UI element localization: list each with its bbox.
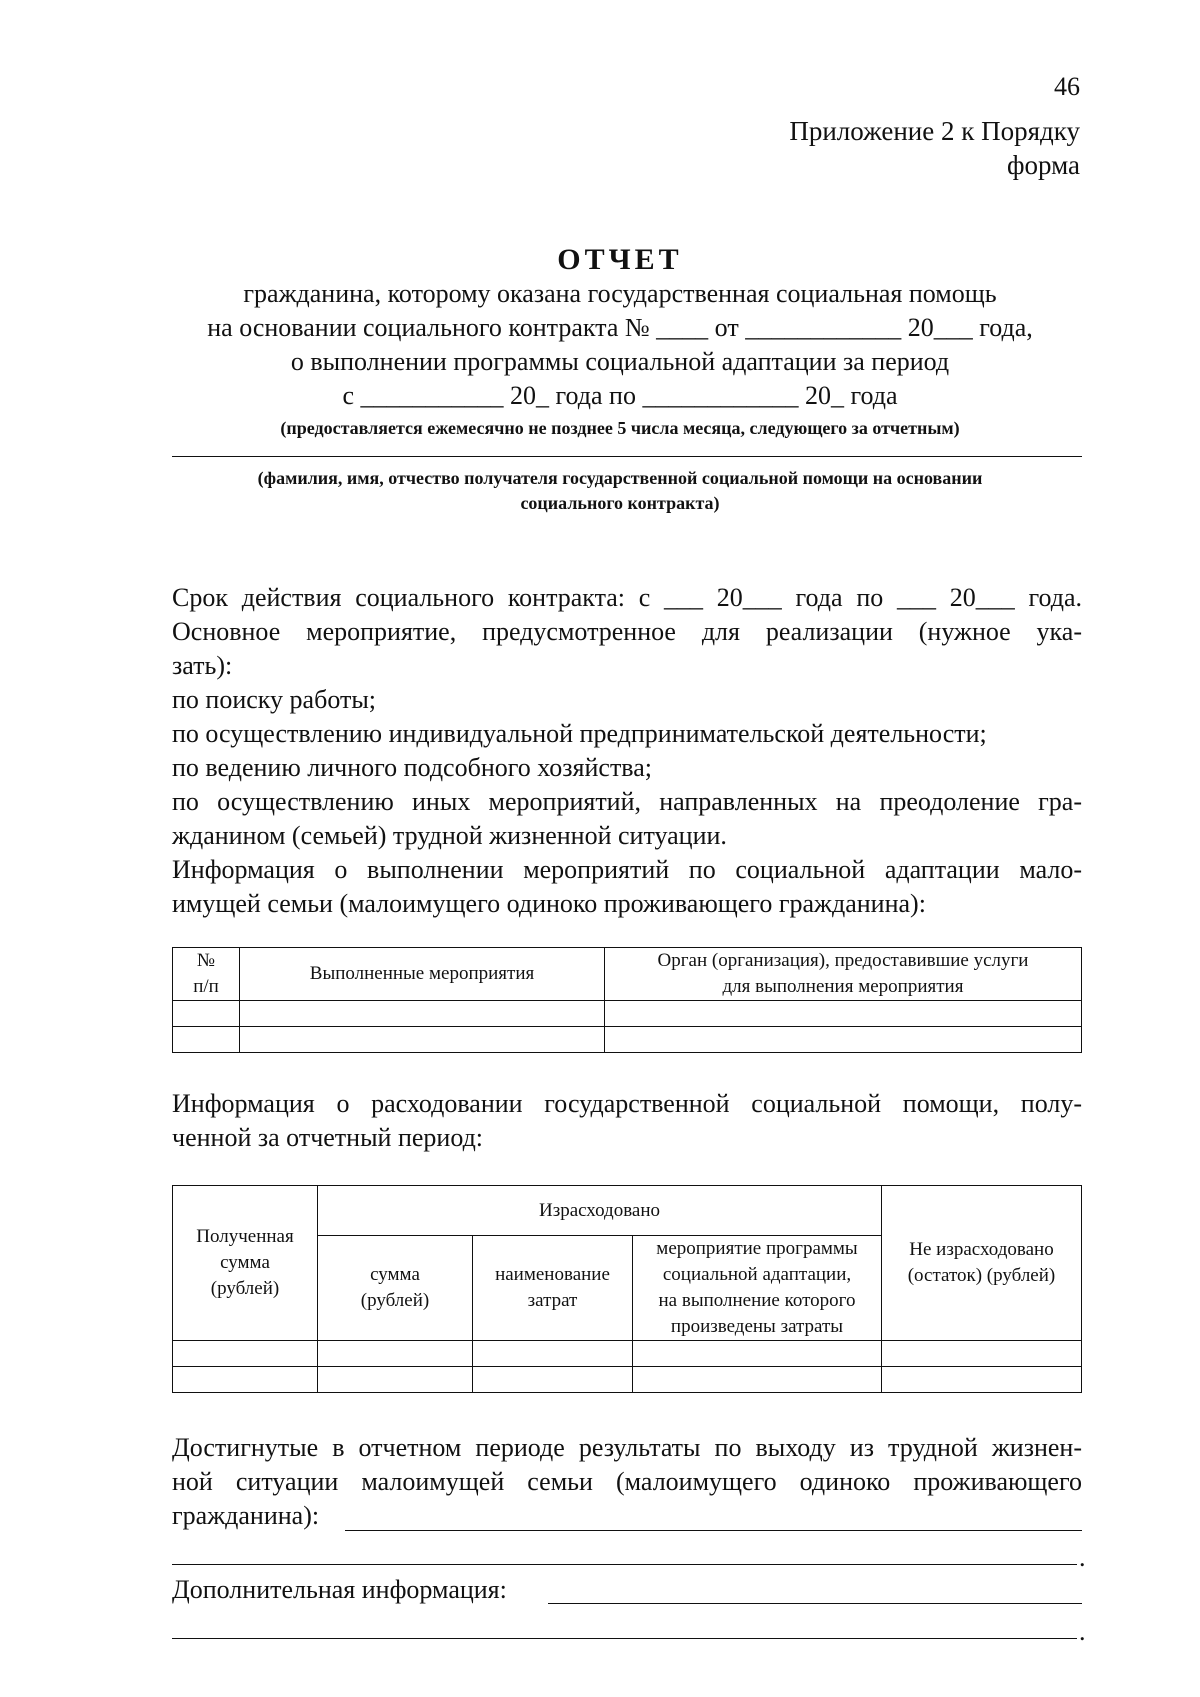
col-sum-label-1: сумма — [370, 1264, 420, 1285]
col-spent-header: Израсходовано — [318, 1186, 882, 1236]
submission-note: (предоставляется ежемесячно не позднее 5 числа месяца, следующего за отчетным) — [280, 418, 960, 438]
table-cell[interactable] — [605, 1027, 1082, 1053]
results-end-dot: . — [1079, 1543, 1086, 1572]
spending-table — [172, 1185, 1082, 1393]
table-cell[interactable] — [473, 1341, 633, 1367]
fio-caption-1: (фамилия, имя, отчество получателя государственной социальной помощи на основании — [257, 468, 983, 488]
info-events-line-1: Информация о выполнении мероприятий по социальной адаптации мало- — [172, 855, 1082, 884]
table-cell[interactable] — [882, 1367, 1082, 1393]
table-cell[interactable] — [173, 1001, 240, 1027]
page-number: 46 — [1054, 72, 1080, 101]
results-line-2: ной ситуации малоимущей семьи (малоимущего одиноко проживающего — [172, 1467, 1082, 1496]
fio-line — [172, 456, 1082, 457]
col-program-event-label-4: произведены затраты — [670, 1316, 844, 1337]
table-cell[interactable] — [633, 1367, 882, 1393]
col-program-event-header — [633, 1236, 882, 1341]
col-number-header — [173, 948, 240, 1001]
col-received-label-1: Полученная — [196, 1226, 294, 1247]
table-header-row — [173, 1186, 1082, 1236]
table-cell[interactable] — [173, 1367, 318, 1393]
fio-caption-2: социального контракта) — [520, 493, 720, 513]
col-program-event-label-1: мероприятие программы — [656, 1238, 858, 1259]
option-job-search: по поиску работы; — [172, 685, 377, 714]
option-other-line-1: по осуществлению иных мероприятий, направленных на преодоление гра- — [172, 787, 1082, 816]
col-remaining-header — [882, 1186, 1082, 1341]
table-cell[interactable] — [240, 1027, 605, 1053]
col-cost-name-label-2: затрат — [527, 1290, 578, 1311]
table-header-row — [173, 948, 1082, 1001]
table-cell[interactable] — [173, 1341, 318, 1367]
results-input-line-1[interactable] — [345, 1530, 1082, 1531]
title-line-3: о выполнении программы социальной адаптации за период — [290, 347, 950, 376]
title-line-4: с ___________ 20_ года по ____________ 20_ года — [342, 381, 898, 410]
table-cell[interactable] — [605, 1001, 1082, 1027]
col-program-event-label-2: социальной адаптации, — [662, 1264, 852, 1285]
col-cost-name-label-1: наименование — [495, 1264, 610, 1285]
table-cell[interactable] — [318, 1341, 473, 1367]
col-number-label-2: п/п — [193, 976, 219, 997]
table-cell[interactable] — [173, 1027, 240, 1053]
table-cell[interactable] — [318, 1367, 473, 1393]
col-received-label-3: (рублей) — [210, 1278, 280, 1299]
appendix-label: Приложение 2 к Порядку — [789, 116, 1080, 146]
table-row — [173, 1001, 1082, 1027]
info-events-line-2: имущей семьи (малоимущего одиноко проживающего гражданина): — [172, 889, 926, 918]
table-cell[interactable] — [882, 1341, 1082, 1367]
col-received-label-2: сумма — [220, 1252, 270, 1273]
additional-end-dot: . — [1079, 1617, 1086, 1646]
col-cost-name-header — [473, 1236, 633, 1341]
table-cell[interactable] — [240, 1001, 605, 1027]
option-other-line-2: жданином (семьей) трудной жизненной ситуации. — [172, 821, 727, 850]
contract-term: Срок действия социального контракта: с ___ 20___ года по ___ 20___ года. — [172, 583, 1082, 612]
col-org-header — [605, 948, 1082, 1001]
col-number-label-1: № — [196, 950, 216, 971]
form-label: форма — [1007, 150, 1080, 180]
results-line-3: гражданина): — [172, 1501, 320, 1530]
results-line-1: Достигнутые в отчетном периоде результаты по выходу из трудной жизнен- — [172, 1433, 1082, 1462]
events-table — [172, 947, 1082, 1053]
main-event-line-1: Основное мероприятие, предусмотренное для реализации (нужное ука- — [172, 617, 1082, 646]
info-spending-line-1: Информация о расходовании государственной социальной помощи, полу- — [172, 1089, 1082, 1118]
table-cell[interactable] — [633, 1341, 882, 1367]
col-sum-label-2: (рублей) — [360, 1290, 430, 1311]
main-event-line-2: зать): — [172, 651, 233, 680]
option-household: по ведению личного подсобного хозяйства; — [172, 753, 652, 782]
col-events-header: Выполненные мероприятия — [240, 948, 605, 1001]
table-row — [173, 1027, 1082, 1053]
additional-input-line-2[interactable] — [172, 1638, 1077, 1639]
title-line-2: на основании социального контракта № ____ от ____________ 20___ года, — [207, 313, 1033, 342]
table-cell[interactable] — [473, 1367, 633, 1393]
document-title: ОТЧЕТ — [557, 243, 683, 276]
col-org-label-2: для выполнения мероприятия — [722, 976, 964, 997]
additional-info-label: Дополнительная информация: — [172, 1575, 507, 1604]
col-program-event-label-3: на выполнение которого — [658, 1290, 856, 1311]
info-spending-line-2: ченной за отчетный период: — [172, 1123, 484, 1152]
col-org-label-1: Орган (организация), предоставившие услуги — [657, 950, 1029, 971]
title-line-1: гражданина, которому оказана государственная социальная помощь — [243, 279, 997, 308]
results-input-line-2[interactable] — [172, 1564, 1077, 1565]
table-row — [173, 1367, 1082, 1393]
option-entrepreneurship: по осуществлению индивидуальной предпринимательской деятельности; — [172, 719, 987, 748]
additional-input-line-1[interactable] — [548, 1603, 1082, 1604]
col-sum-header — [318, 1236, 473, 1341]
col-received-header — [173, 1186, 318, 1341]
col-remaining-label-1: Не израсходовано — [909, 1239, 1054, 1260]
col-remaining-label-2: (остаток) (рублей) — [907, 1265, 1056, 1286]
table-row — [173, 1341, 1082, 1367]
